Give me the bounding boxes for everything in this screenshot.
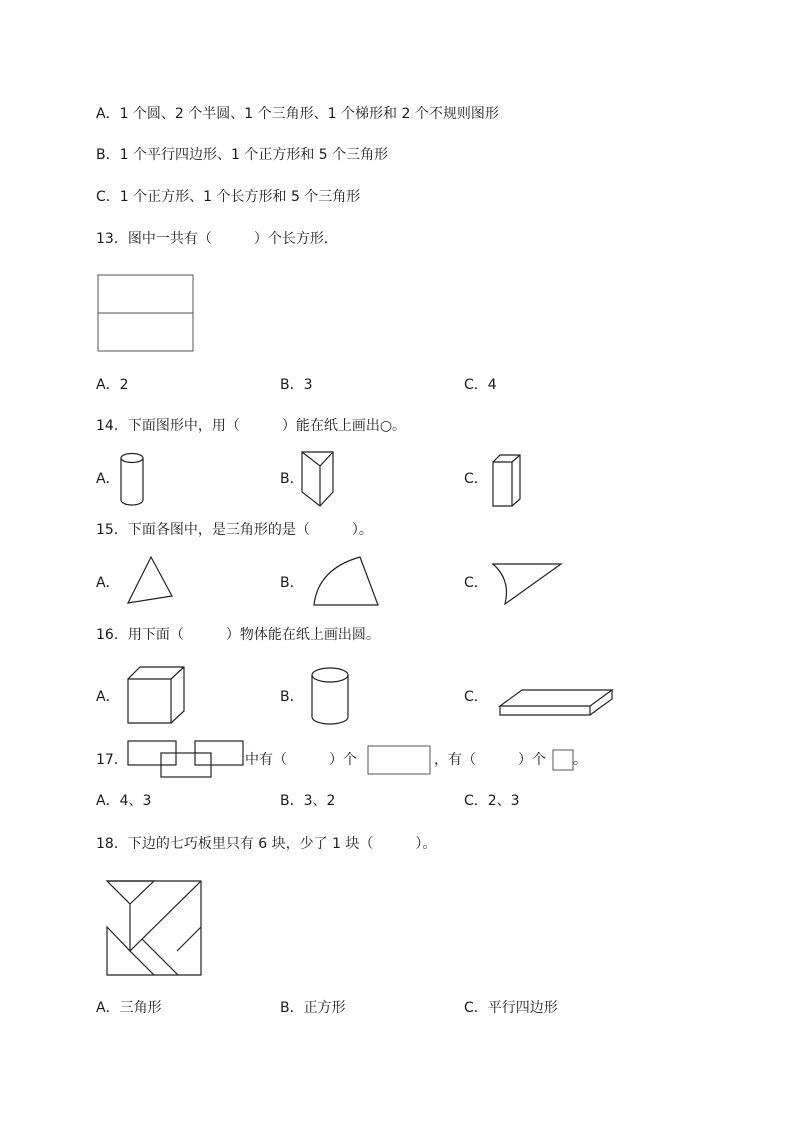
- q13-option-b[interactable]: B．3: [280, 377, 313, 393]
- q15-option-a[interactable]: A．: [96, 575, 120, 591]
- q13-option-a[interactable]: A．2: [96, 377, 129, 393]
- q18-stem: 18．下边的七巧板里只有 6 块，少了 1 块（ ）。: [96, 836, 437, 852]
- q14-cylinder-figure: [119, 452, 149, 508]
- q14-option-b[interactable]: B．: [280, 471, 304, 487]
- q18-option-a[interactable]: A．三角形: [96, 1000, 162, 1016]
- q13-stem: 13．图中一共有（ ）个长方形．: [96, 231, 338, 247]
- q18-tangram-figure: [106, 880, 204, 978]
- q16-stem: 16．用下面（ ）物体能在纸上画出圆。: [96, 627, 380, 643]
- q16-cube-figure: [126, 665, 188, 727]
- q17-overlapping-rectangles-figure: [127, 740, 247, 780]
- q17-text-tail: ，有（ ）个: [434, 752, 546, 768]
- q15-option-c[interactable]: C．: [464, 575, 488, 591]
- q17-text-end: 。: [573, 752, 587, 768]
- q15-sector-figure: [312, 555, 382, 607]
- q12-option-b[interactable]: B．1 个平行四边形、1 个正方形和 5 个三角形: [96, 147, 389, 163]
- q14-option-c[interactable]: C．: [464, 471, 488, 487]
- q16-option-c[interactable]: C．: [464, 689, 488, 705]
- q12-option-c[interactable]: C．1 个正方形、1 个长方形和 5 个三角形: [96, 189, 361, 205]
- q14-option-a[interactable]: A．: [96, 471, 120, 487]
- q16-cylinder-figure: [310, 666, 352, 728]
- q14-cuboid-figure: [491, 454, 523, 508]
- q15-curved-triangle-figure: [491, 562, 565, 606]
- q17-option-b[interactable]: B．3、2: [280, 793, 336, 809]
- q14-stem: 14．下面图形中，用（ ）能在纸上画出○。: [96, 418, 407, 434]
- q16-option-b[interactable]: B．: [280, 689, 304, 705]
- q16-option-a[interactable]: A．: [96, 689, 120, 705]
- q16-flat-board-figure: [498, 686, 616, 718]
- q15-triangle-figure: [125, 555, 177, 607]
- q17-rectangle-shape: [367, 745, 433, 777]
- q17-option-a[interactable]: A．4、3: [96, 793, 152, 809]
- q12-option-a[interactable]: A．1 个圆、2 个半圆、1 个三角形、1 个梯形和 2 个不规则图形: [96, 106, 499, 122]
- q13-rectangle-figure: [97, 274, 197, 354]
- q18-option-c[interactable]: C．平行四边形: [464, 1000, 558, 1016]
- q18-option-b[interactable]: B．正方形: [280, 1000, 346, 1016]
- q15-option-b[interactable]: B．: [280, 575, 304, 591]
- q17-text-middle: 中有（ ）个: [245, 752, 357, 768]
- q17-option-c[interactable]: C．2、3: [464, 793, 520, 809]
- q13-option-c[interactable]: C．4: [464, 377, 497, 393]
- q14-triangular-prism-figure: [300, 450, 336, 508]
- q15-stem: 15．下面各图中，是三角形的是（ ）。: [96, 522, 373, 538]
- q17-number: 17．: [96, 752, 128, 768]
